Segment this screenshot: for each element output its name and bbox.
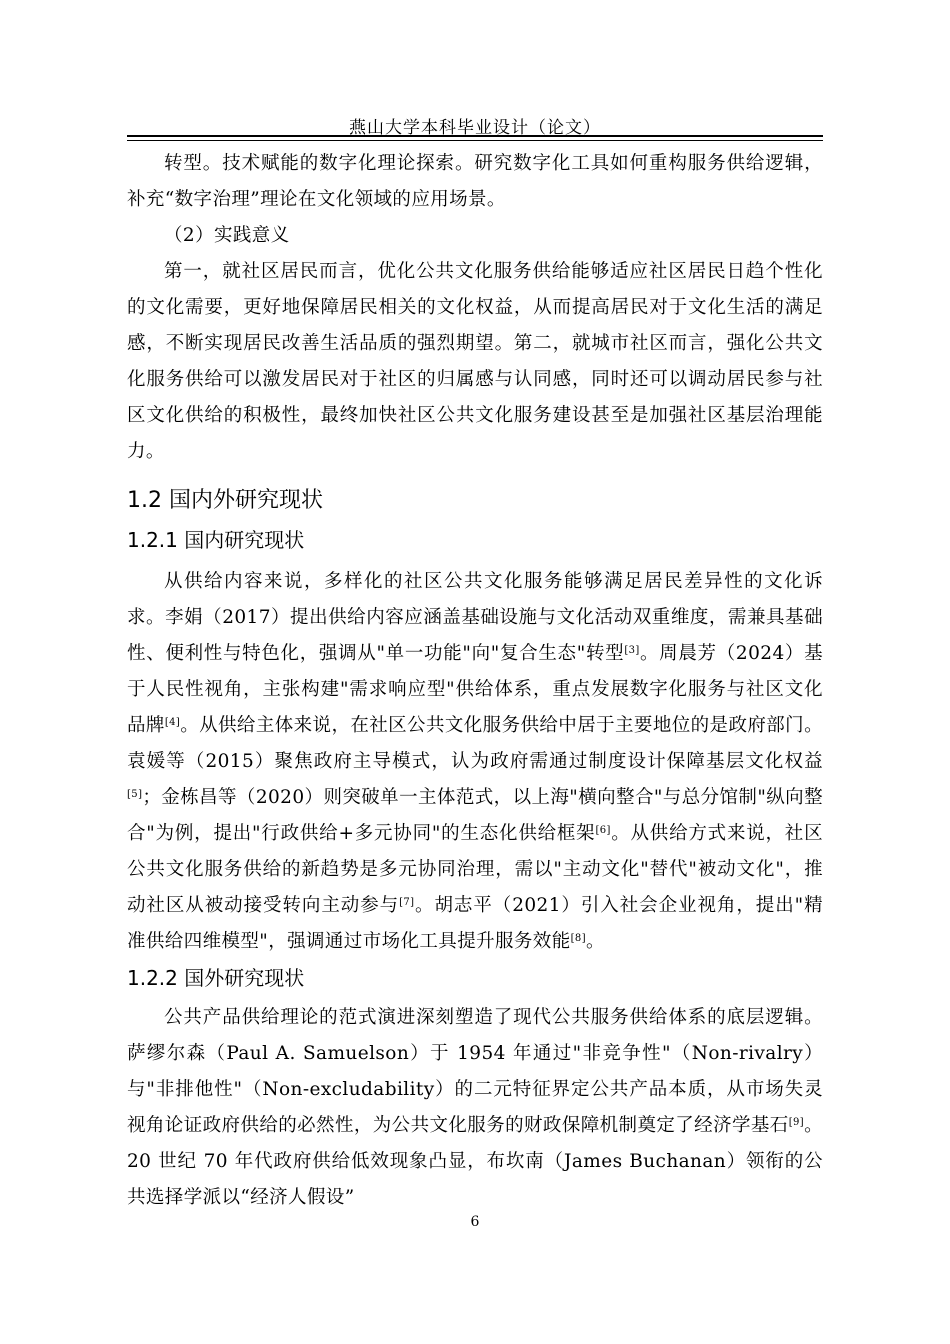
citation-ref: [8]: [570, 933, 586, 944]
text-run: 。胡志平（2021）引入社会企业视角，提出"精准供给四维模型"，强调通过市场化工具提升服务效能: [127, 895, 823, 952]
text-run: 。从供给方式来说，社区公共文化服务供给的新趋势是多元协同治理，需以"主动文化"替代"被动文化"，推动社区从被动接受转向主动参与: [127, 823, 823, 916]
citation-ref: [7]: [399, 897, 415, 908]
text-run: 从供给内容来说，多样化的社区公共文化服务能够满足居民差异性的文化诉求。李娟（2017）提出供给内容应涵盖基础设施与文化活动双重维度，需兼具基础性、便利性与特色化，强调从"单一功能"向"复合生态"转型: [127, 571, 823, 664]
header-rule-thick: [127, 135, 823, 137]
paragraph-domestic: [127, 564, 823, 960]
citation-ref: [5]: [127, 789, 143, 800]
section-heading-1-2-1: 1.2.1 国内研究现状: [127, 528, 305, 552]
page-header: 燕山大学本科毕业设计（论文）: [349, 118, 601, 138]
section-heading-1-2-2: 1.2.2 国外研究现状: [127, 966, 305, 990]
text-run: 。20 世纪 70 年代政府供给低效现象凸显，布坎南（James Buchanan）领衔的公共选择学派以“经济人假设”: [127, 1115, 823, 1208]
section-heading-1-2: 1.2 国内外研究现状: [127, 488, 323, 513]
text-run: ；金栋昌等（2020）则突破单一主体范式，以上海"横向整合"与总分馆制"纵向整合"为例，提出"行政供给+多元协同"的生态化供给框架: [127, 787, 823, 844]
text-run: 。周晨芳（2024）基于人民性视角，主张构建"需求响应型"供给体系，重点发展数字化服务与社区文化品牌: [127, 643, 823, 736]
text-run: 。从供给主体来说，在社区公共文化服务供给中居于主要地位的是政府部门。袁媛等（2015）聚焦政府主导模式，认为政府需通过制度设计保障基层文化权益: [127, 715, 823, 772]
header-rule-thin: [127, 140, 823, 141]
citation-ref: [4]: [164, 717, 181, 728]
sub-heading-practice: （2）实践意义: [164, 225, 290, 246]
citation-ref: [9]: [788, 1117, 805, 1128]
text-run: 。: [586, 931, 605, 952]
paragraph: 转型。技术赋能的数字化理论探索。研究数字化工具如何重构服务供给逻辑，补充“数字治理”理论在文化领域的应用场景。: [127, 153, 823, 210]
page-number: 6: [470, 1214, 480, 1230]
text-run: 公共产品供给理论的范式演进深刻塑造了现代公共服务供给体系的底层逻辑。萨缪尔森（Paul A. Samuelson）于 1954 年通过"非竞争性"（Non-rivalry）与"非排他性"（Non-excludability）的二元特征界定公共产品本质，从市场失灵视角论证政府供给的必然性，为公共文化服务的财政保障机制奠定了经济学基石: [127, 1007, 823, 1136]
page-body: [127, 146, 823, 1216]
paragraph: 第一，就社区居民而言，优化公共文化服务供给能够适应社区居民日趋个性化的文化需要，更好地保障居民相关的文化权益，从而提高居民对于文化生活的满足感，不断实现居民改善生活品质的强烈期望。第二，就城市社区而言，强化公共文化服务供给可以激发居民对于社区的归属感与认同感，同时还可以调动居民参与社区文化供给的积极性，最终加快社区公共文化服务建设甚至是加强社区基层治理能力。: [127, 261, 823, 462]
citation-ref: [6]: [595, 825, 611, 836]
paragraph-foreign: [127, 1000, 823, 1216]
citation-ref: [3]: [624, 645, 640, 656]
